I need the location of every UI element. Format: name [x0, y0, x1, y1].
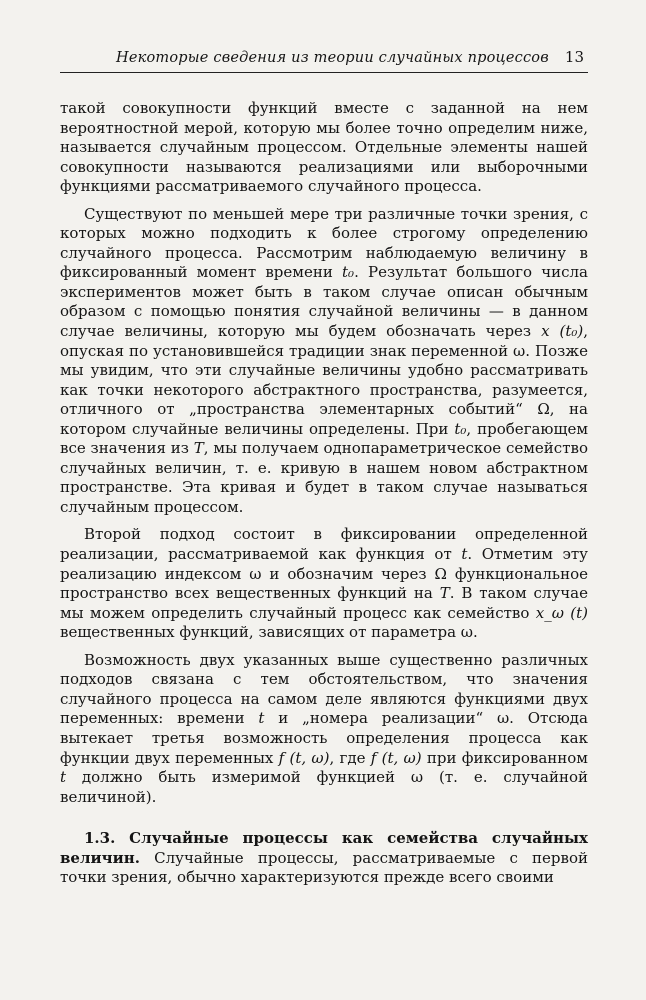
- math-T: T: [439, 584, 450, 603]
- math-f-t-omega: f (t, ω): [278, 748, 330, 767]
- math-t: t: [60, 768, 67, 787]
- paragraph: Возможность двух указанных выше существенно различных подходов связана с тем обстоятельством, что значения случайного процесса на самом деле являются функциями двух переменных: времени t и „номера реализации“ ω. Отсюда вытекает третья возможность определения процесса как функции двух переменных f (t, ω), где f (t, ω) при фиксированном t должно быть измеримой функцией ω (т. е. случайной величиной).: [60, 650, 588, 806]
- running-header: [60, 48, 588, 73]
- section-1-3: [60, 829, 588, 888]
- math-t: t: [461, 545, 468, 564]
- math-t: t: [258, 709, 265, 728]
- paragraph: такой совокупности функций вместе с заданной на нем вероятностной мерой, которую мы более точно определим ниже, называется случайным процессом. Отдельные элементы нашей совокупности называются реализациями или выборочными функциями рассматриваемого случайного процесса.: [60, 99, 588, 196]
- page-body: [60, 99, 588, 888]
- math-t0: t₀: [454, 419, 467, 438]
- page-number: 13: [564, 48, 584, 66]
- running-title: Некоторые сведения из теории случайных процессов: [116, 50, 549, 66]
- section-text: Случайные процессы, рассматриваемые с первой точки зрения, обычно характеризуются прежде всего своими: [60, 848, 588, 887]
- math-f-t-omega: f (t, ω): [370, 748, 422, 767]
- page: [60, 48, 588, 888]
- math-x-t0: x (t₀): [541, 322, 584, 341]
- paragraph: Второй подход состоит в фиксировании определенной реализации, рассматриваемой как функция от t. Отметим эту реализацию индексом ω и обозначим через Ω функциональное пространство всех вещественных функций на T. В таком случае мы можем определить случайный процесс как семейство x_ω (t) вещественных функций, зависящих от параметра ω.: [60, 525, 588, 642]
- math-T: T: [193, 439, 204, 458]
- paragraph: Существуют по меньшей мере три различные точки зрения, с которых можно подходить к более строгому определению случайного процесса. Рассмотрим наблюдаемую величину в фиксированный момент времени t₀. Результат большого числа экспериментов может быть в таком случае описан обычным образом с помощью понятия случайной величины — в данном случае величины, которую мы будем обозначать через x (t₀), опуская по установившейся традиции знак переменной ω. Позже мы увидим, что эти случайные величины удобно рассматривать как точки некоторого абстрактного пространства, разумеется, отличного от „пространства элементарных событий“ Ω, на котором случайные величины определены. При t₀, пробегающем все значения из T, мы получаем однопараметрическое семейство случайных величин, т. е. кривую в нашем новом абстрактном пространстве. Эта кривая и будет в таком случае называться случайным процессом.: [60, 204, 588, 516]
- section-heading: 1.3. Случайные процессы как семейства случайных величин.: [60, 829, 588, 867]
- math-x-omega-t: x_ω (t): [535, 603, 588, 622]
- math-t0: t₀: [342, 263, 355, 282]
